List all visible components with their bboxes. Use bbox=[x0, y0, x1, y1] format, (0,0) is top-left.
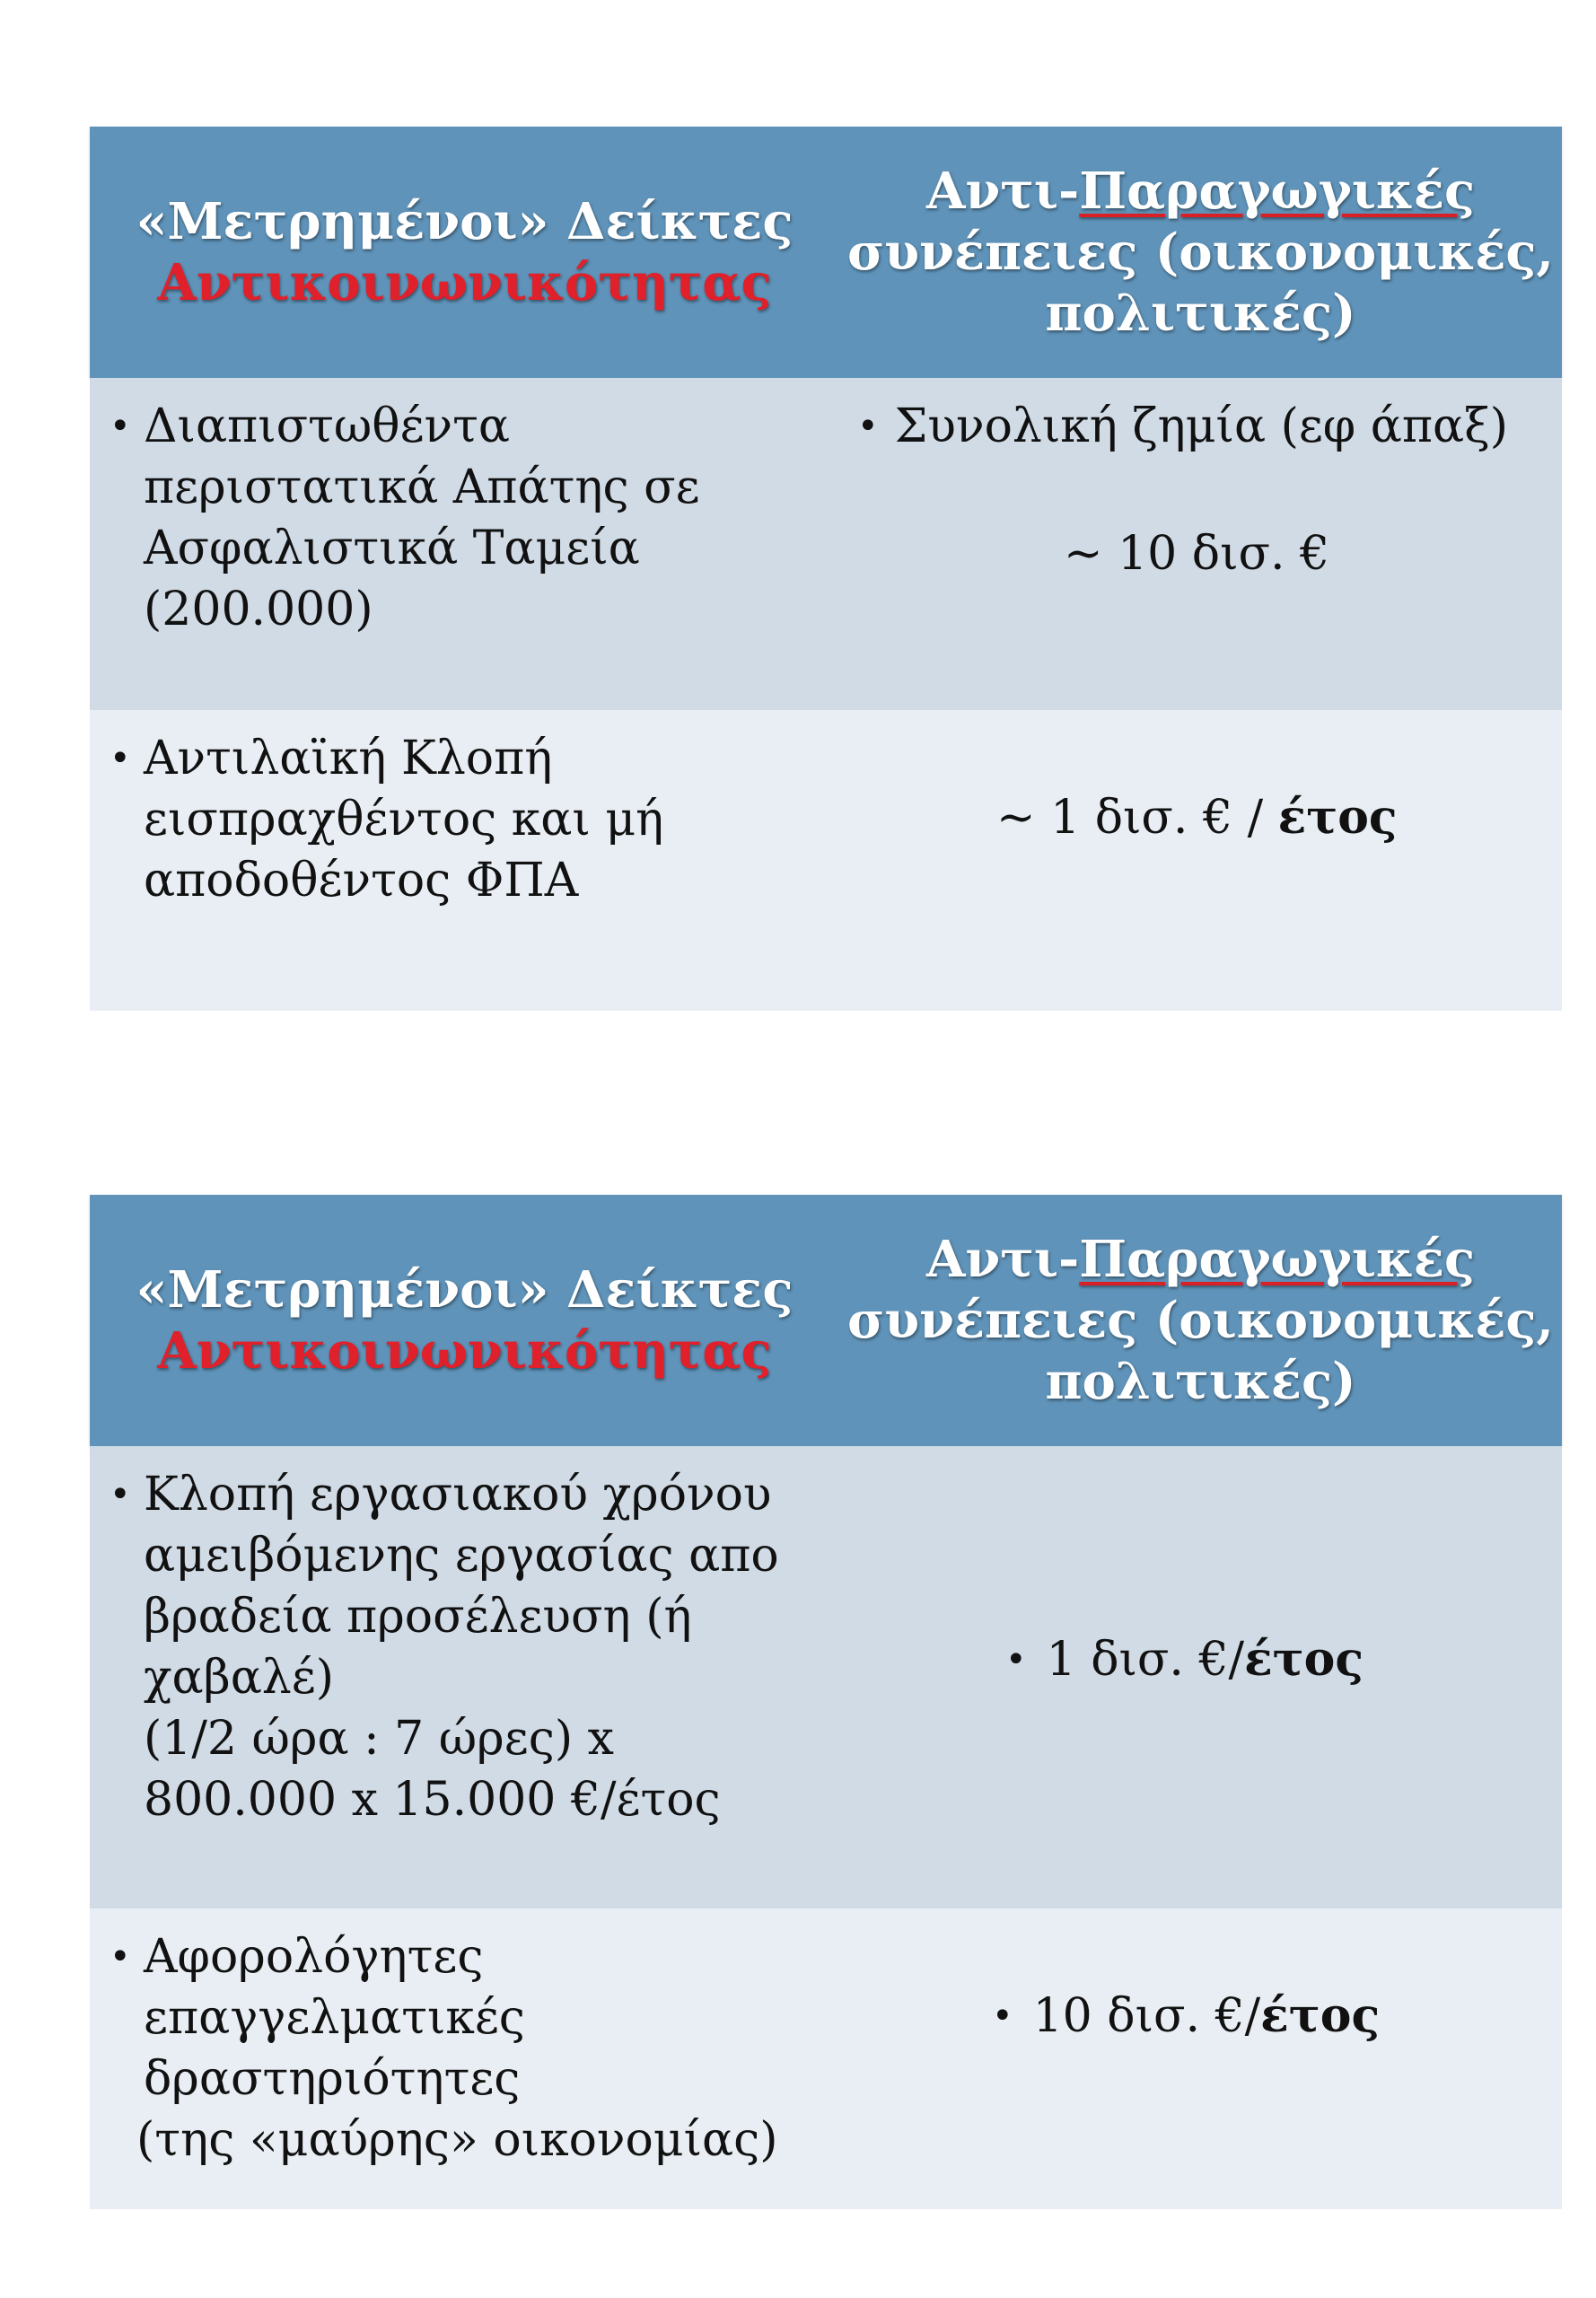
indicator-line: Αντιλαϊκή Κλοπή bbox=[144, 732, 553, 785]
header-left-cell bbox=[90, 1195, 839, 1446]
indicator-line: Αφορολόγητες bbox=[144, 1930, 484, 1984]
table-row bbox=[90, 1446, 1562, 1908]
consequence-value-unit: έτος bbox=[1260, 1988, 1381, 2043]
indicator-line: Ασφαλιστικά Ταμεία bbox=[144, 522, 640, 575]
indicator-line: (1/2 ώρα : 7 ώρες) x bbox=[144, 1712, 614, 1766]
header-right-line2: συνέπειες (οικονομικές, bbox=[847, 1291, 1554, 1350]
bullet-icon: • bbox=[110, 406, 131, 447]
table-row bbox=[90, 710, 1562, 1011]
indicator-cell bbox=[90, 1446, 839, 1908]
indicator-line: αμειβόμενης εργασίας απο bbox=[144, 1529, 779, 1583]
header-right-line1 bbox=[926, 161, 1475, 222]
indicator-text bbox=[110, 1926, 839, 2171]
indicator-line: επαγγελματικές bbox=[144, 1991, 525, 2045]
indicator-line: Διαπιστωθέντα bbox=[144, 399, 511, 453]
indicator-line: εισπραχθέντος και μή bbox=[144, 793, 664, 846]
indicator-line: αποδοθέντος ΦΠΑ bbox=[144, 854, 579, 908]
bullet-icon: • bbox=[857, 406, 879, 447]
header-left-title: «Μετρημένοι» Δείκτες bbox=[136, 1260, 794, 1320]
table-1-header bbox=[90, 127, 1562, 378]
header-right-underlined: Παραγωγικές bbox=[1079, 162, 1476, 221]
header-right-prefix: Αντι- bbox=[925, 1230, 1080, 1289]
indicator-cell bbox=[90, 378, 839, 710]
header-left-subtitle: Αντικοινωνικότητας bbox=[157, 253, 772, 312]
header-right-underlined: Παραγωγικές bbox=[1079, 1230, 1476, 1289]
indicator-line: Κλοπή εργασιακού χρόνου bbox=[144, 1468, 772, 1522]
table-row bbox=[90, 1908, 1562, 2209]
consequence-cell bbox=[839, 1446, 1562, 1908]
table-2 bbox=[90, 1195, 1562, 2209]
consequence-value-text: 10 δισ. €/ bbox=[1032, 1989, 1261, 2043]
indicator-text bbox=[110, 396, 839, 640]
header-left-title: «Μετρημένοι» Δείκτες bbox=[136, 192, 794, 251]
consequence-value-unit: έτος bbox=[1277, 790, 1398, 845]
indicator-line: 800.000 x 15.000 €/έτος bbox=[144, 1773, 721, 1827]
indicator-line: βραδεία προσέλευση (ή bbox=[144, 1590, 692, 1644]
bullet-icon: • bbox=[110, 1474, 131, 1515]
indicator-line: χαβαλέ) bbox=[144, 1651, 334, 1705]
header-right-cell bbox=[839, 1195, 1562, 1446]
indicator-cell bbox=[90, 1908, 839, 2209]
consequence-value-text: ~ 1 δισ. € / bbox=[996, 791, 1278, 845]
header-right-line2: συνέπειες (οικονομικές, bbox=[847, 223, 1554, 282]
consequence-label bbox=[857, 396, 1508, 460]
consequence-value bbox=[996, 787, 1398, 848]
table-1 bbox=[90, 127, 1562, 1011]
bullet-icon: • bbox=[1005, 1639, 1027, 1680]
consequence-cell bbox=[839, 1908, 1562, 2209]
header-left-subtitle: Αντικοινωνικότητας bbox=[157, 1321, 772, 1381]
header-right-line3: πολιτικές) bbox=[1045, 1352, 1356, 1411]
bullet-icon: • bbox=[992, 1995, 1013, 2037]
consequence-value bbox=[1005, 1629, 1364, 1694]
indicator-text bbox=[110, 1464, 839, 1830]
consequence-cell bbox=[839, 710, 1562, 1011]
header-right-prefix: Αντι- bbox=[925, 162, 1080, 221]
header-left-cell bbox=[90, 127, 839, 378]
table-row bbox=[90, 378, 1562, 710]
consequence-value bbox=[992, 1986, 1380, 2050]
indicator-line: περιστατικά Απάτης σε bbox=[144, 460, 700, 514]
consequence-label-text: Συνολική ζημία (εφ άπαξ) bbox=[894, 399, 1509, 453]
indicator-line: δραστηριότητες bbox=[144, 2052, 521, 2106]
indicator-line: (της «μαύρης» οικονομίας) bbox=[136, 2113, 778, 2167]
indicator-cell bbox=[90, 710, 839, 1011]
table-2-header bbox=[90, 1195, 1562, 1446]
consequence-cell bbox=[839, 378, 1562, 710]
header-right-line3: πολιτικές) bbox=[1045, 284, 1356, 343]
bullet-icon: • bbox=[110, 738, 131, 779]
consequence-value: ~ 10 δισ. € bbox=[1064, 527, 1330, 581]
consequence-value-text: 1 δισ. €/ bbox=[1046, 1633, 1245, 1687]
header-right-cell bbox=[839, 127, 1562, 378]
consequence-value-unit: έτος bbox=[1244, 1632, 1364, 1687]
header-right-line1 bbox=[926, 1229, 1475, 1290]
bullet-icon: • bbox=[110, 1936, 131, 1978]
indicator-line: (200.000) bbox=[144, 583, 373, 636]
indicator-text bbox=[110, 728, 839, 911]
